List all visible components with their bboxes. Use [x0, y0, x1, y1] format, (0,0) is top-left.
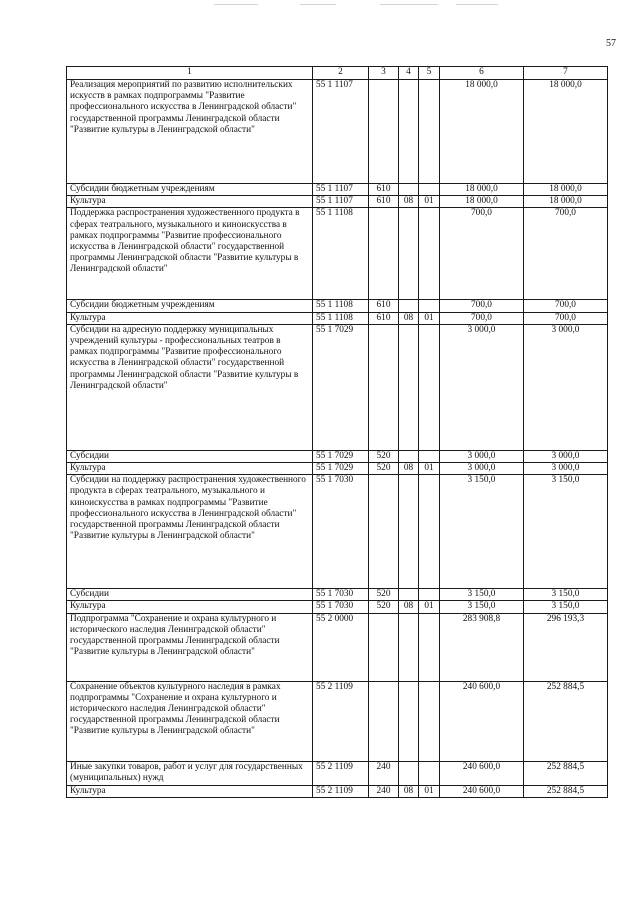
subsection-code	[419, 450, 440, 462]
subsection-code: 01	[419, 196, 440, 208]
expense-type-code: 520	[369, 463, 399, 475]
subsection-code	[419, 475, 440, 589]
table-row	[67, 184, 608, 196]
table-row	[67, 196, 608, 208]
column-header: 5	[419, 67, 440, 80]
table-row	[67, 324, 608, 450]
table-row	[67, 613, 608, 681]
scan-artifact	[456, 4, 498, 5]
column-header: 3	[369, 67, 399, 80]
table-row	[67, 681, 608, 761]
amount-column-7: 3 000,0	[524, 463, 608, 475]
target-code: 55 1 1108	[313, 312, 369, 324]
section-code: 08	[399, 785, 419, 797]
amount-column-7: 700,0	[524, 312, 608, 324]
scan-artifact	[380, 4, 438, 5]
subsection-code: 01	[419, 601, 440, 613]
amount-column-7: 252 884,5	[524, 785, 608, 797]
section-code	[399, 613, 419, 681]
column-header: 2	[313, 67, 369, 80]
expense-type-code: 520	[369, 589, 399, 601]
row-description: Культура	[67, 601, 313, 613]
subsection-code	[419, 208, 440, 300]
budget-table	[66, 66, 608, 798]
amount-column-7: 3 000,0	[524, 324, 608, 450]
expense-type-code	[369, 324, 399, 450]
section-code: 08	[399, 196, 419, 208]
amount-column-6: 3 000,0	[440, 324, 524, 450]
table-row	[67, 589, 608, 601]
section-code	[399, 324, 419, 450]
expense-type-code: 520	[369, 601, 399, 613]
expense-type-code: 610	[369, 184, 399, 196]
expense-type-code	[369, 80, 399, 184]
section-code: 08	[399, 601, 419, 613]
target-code: 55 2 1109	[313, 681, 369, 761]
section-code	[399, 681, 419, 761]
amount-column-6: 700,0	[440, 300, 524, 312]
table-row	[67, 761, 608, 785]
expense-type-code: 520	[369, 450, 399, 462]
subsection-code	[419, 589, 440, 601]
section-code	[399, 208, 419, 300]
target-code: 55 2 1109	[313, 761, 369, 785]
table-row	[67, 475, 608, 589]
amount-column-6: 700,0	[440, 312, 524, 324]
table-row	[67, 80, 608, 184]
expense-type-code: 610	[369, 300, 399, 312]
amount-column-6: 18 000,0	[440, 196, 524, 208]
row-description: Субсидии на адресную поддержку муниципальных учреждений культуры - профессиональных театров в рамках подпрограммы "Развитие профессионального искусства в Ленинградской области" государственной программы Ленинградской области "Развитие культуры в Ленинградской области"	[67, 324, 313, 450]
target-code: 55 1 1107	[313, 184, 369, 196]
amount-column-6: 3 000,0	[440, 463, 524, 475]
target-code: 55 1 7030	[313, 601, 369, 613]
subsection-code	[419, 761, 440, 785]
section-code	[399, 184, 419, 196]
table-row	[67, 450, 608, 462]
row-description: Культура	[67, 312, 313, 324]
amount-column-6: 3 150,0	[440, 475, 524, 589]
row-description: Поддержка распространения художественного продукта в сферах театрального, музыкального и киноискусства в рамках подпрограммы "Развитие профессионального искусства в Ленинградской области" государственной программы Ленинградской области "Развитие культуры в Ленинградской области"	[67, 208, 313, 300]
section-code	[399, 761, 419, 785]
amount-column-6: 240 600,0	[440, 785, 524, 797]
amount-column-6: 18 000,0	[440, 80, 524, 184]
amount-column-7: 18 000,0	[524, 184, 608, 196]
table-row	[67, 312, 608, 324]
row-description: Субсидии бюджетным учреждениям	[67, 300, 313, 312]
target-code: 55 1 1107	[313, 196, 369, 208]
row-description: Культура	[67, 785, 313, 797]
section-code	[399, 589, 419, 601]
section-code	[399, 80, 419, 184]
amount-column-6: 240 600,0	[440, 761, 524, 785]
expense-type-code	[369, 208, 399, 300]
amount-column-7: 3 150,0	[524, 589, 608, 601]
column-header: 7	[524, 67, 608, 80]
row-description: Субсидии	[67, 589, 313, 601]
subsection-code	[419, 681, 440, 761]
target-code: 55 1 1108	[313, 208, 369, 300]
amount-column-7: 3 150,0	[524, 601, 608, 613]
expense-type-code	[369, 475, 399, 589]
subsection-code: 01	[419, 463, 440, 475]
table-row	[67, 208, 608, 300]
target-code: 55 1 7029	[313, 450, 369, 462]
expense-type-code: 610	[369, 312, 399, 324]
expense-type-code: 240	[369, 761, 399, 785]
amount-column-6: 3 150,0	[440, 589, 524, 601]
subsection-code	[419, 80, 440, 184]
section-code	[399, 475, 419, 589]
amount-column-7: 18 000,0	[524, 80, 608, 184]
section-code	[399, 450, 419, 462]
amount-column-7: 3 000,0	[524, 450, 608, 462]
subsection-code	[419, 184, 440, 196]
table-row	[67, 601, 608, 613]
amount-column-7: 18 000,0	[524, 196, 608, 208]
row-description: Реализация мероприятий по развитию исполнительских искусств в рамках подпрограммы "Развитие профессионального искусства в Ленинградской области" государственной программы Ленинградской области "Развитие культуры в Ленинградской области"	[67, 80, 313, 184]
amount-column-7: 296 193,3	[524, 613, 608, 681]
subsection-code	[419, 613, 440, 681]
row-description: Культура	[67, 463, 313, 475]
row-description: Сохранение объектов культурного наследия в рамках подпрограммы "Сохранение и охрана культурного и исторического наследия Ленинградской области" государственной программы Ленинградской области "Развитие культуры в Ленинградской области"	[67, 681, 313, 761]
column-header: 4	[399, 67, 419, 80]
page-number: 57	[606, 38, 616, 49]
section-code: 08	[399, 463, 419, 475]
subsection-code: 01	[419, 785, 440, 797]
column-header: 6	[440, 67, 524, 80]
section-code: 08	[399, 312, 419, 324]
table-header-row	[67, 67, 608, 80]
amount-column-6: 283 908,8	[440, 613, 524, 681]
expense-type-code: 610	[369, 196, 399, 208]
target-code: 55 1 7029	[313, 463, 369, 475]
table-row	[67, 785, 608, 797]
target-code: 55 2 0000	[313, 613, 369, 681]
subsection-code	[419, 324, 440, 450]
amount-column-7: 252 884,5	[524, 761, 608, 785]
expense-type-code	[369, 613, 399, 681]
row-description: Субсидии	[67, 450, 313, 462]
table-row	[67, 300, 608, 312]
amount-column-7: 3 150,0	[524, 475, 608, 589]
target-code: 55 1 7030	[313, 589, 369, 601]
amount-column-7: 252 884,5	[524, 681, 608, 761]
column-header: 1	[67, 67, 313, 80]
scan-artifact	[214, 4, 258, 5]
target-code: 55 1 1107	[313, 80, 369, 184]
amount-column-6: 18 000,0	[440, 184, 524, 196]
amount-column-6: 3 150,0	[440, 601, 524, 613]
row-description: Подпрограмма "Сохранение и охрана культурного и исторического наследия Ленинградской области" государственной программы Ленинградской области "Развитие культуры в Ленинградской области"	[67, 613, 313, 681]
target-code: 55 1 7029	[313, 324, 369, 450]
amount-column-7: 700,0	[524, 300, 608, 312]
row-description: Субсидии на поддержку распространения художественного продукта в сферах театрального, музыкального и киноискусства в рамках подпрограммы "Развитие профессионального искусства в Ленинградской области" государственной программы Ленинградской области "Развитие культуры в Ленинградской области"	[67, 475, 313, 589]
amount-column-6: 240 600,0	[440, 681, 524, 761]
target-code: 55 1 1108	[313, 300, 369, 312]
amount-column-6: 700,0	[440, 208, 524, 300]
expense-type-code: 240	[369, 785, 399, 797]
section-code	[399, 300, 419, 312]
scan-artifact	[300, 4, 336, 5]
row-description: Культура	[67, 196, 313, 208]
target-code: 55 1 7030	[313, 475, 369, 589]
row-description: Иные закупки товаров, работ и услуг для государственных (муниципальных) нужд	[67, 761, 313, 785]
table-row	[67, 463, 608, 475]
amount-column-6: 3 000,0	[440, 450, 524, 462]
expense-type-code	[369, 681, 399, 761]
subsection-code: 01	[419, 312, 440, 324]
amount-column-7: 700,0	[524, 208, 608, 300]
subsection-code	[419, 300, 440, 312]
target-code: 55 2 1109	[313, 785, 369, 797]
row-description: Субсидии бюджетным учреждениям	[67, 184, 313, 196]
